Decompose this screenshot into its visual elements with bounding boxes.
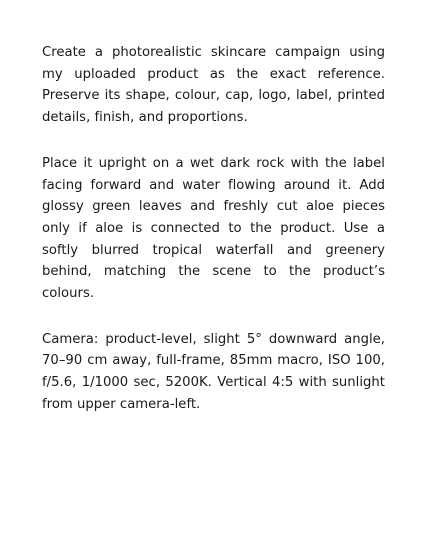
paragraph-scene-setup: Place it upright on a wet dark rock with the label facing forward and water flowing around it. Add glossy green leaves and freshly cut aloe pieces only if aloe is connected to the product. Use a softly blurred tropical waterfall and greenery behind, matching the scene to the product’s colours. (42, 155, 385, 302)
paragraph-camera-settings: Camera: product-level, slight 5° downward angle, 70–90 cm away, full-frame, 85mm macro, ISO 100, f/5.6, 1/1000 sec, 5200K. Vertical 4:5 with sunlight from upper camera-left. (42, 331, 385, 412)
paragraph-product-reference: Create a photorealistic skincare campaign using my uploaded product as the exact reference. Preserve its shape, colour, cap, logo, label, printed details, finish, and proportions. (42, 45, 385, 126)
